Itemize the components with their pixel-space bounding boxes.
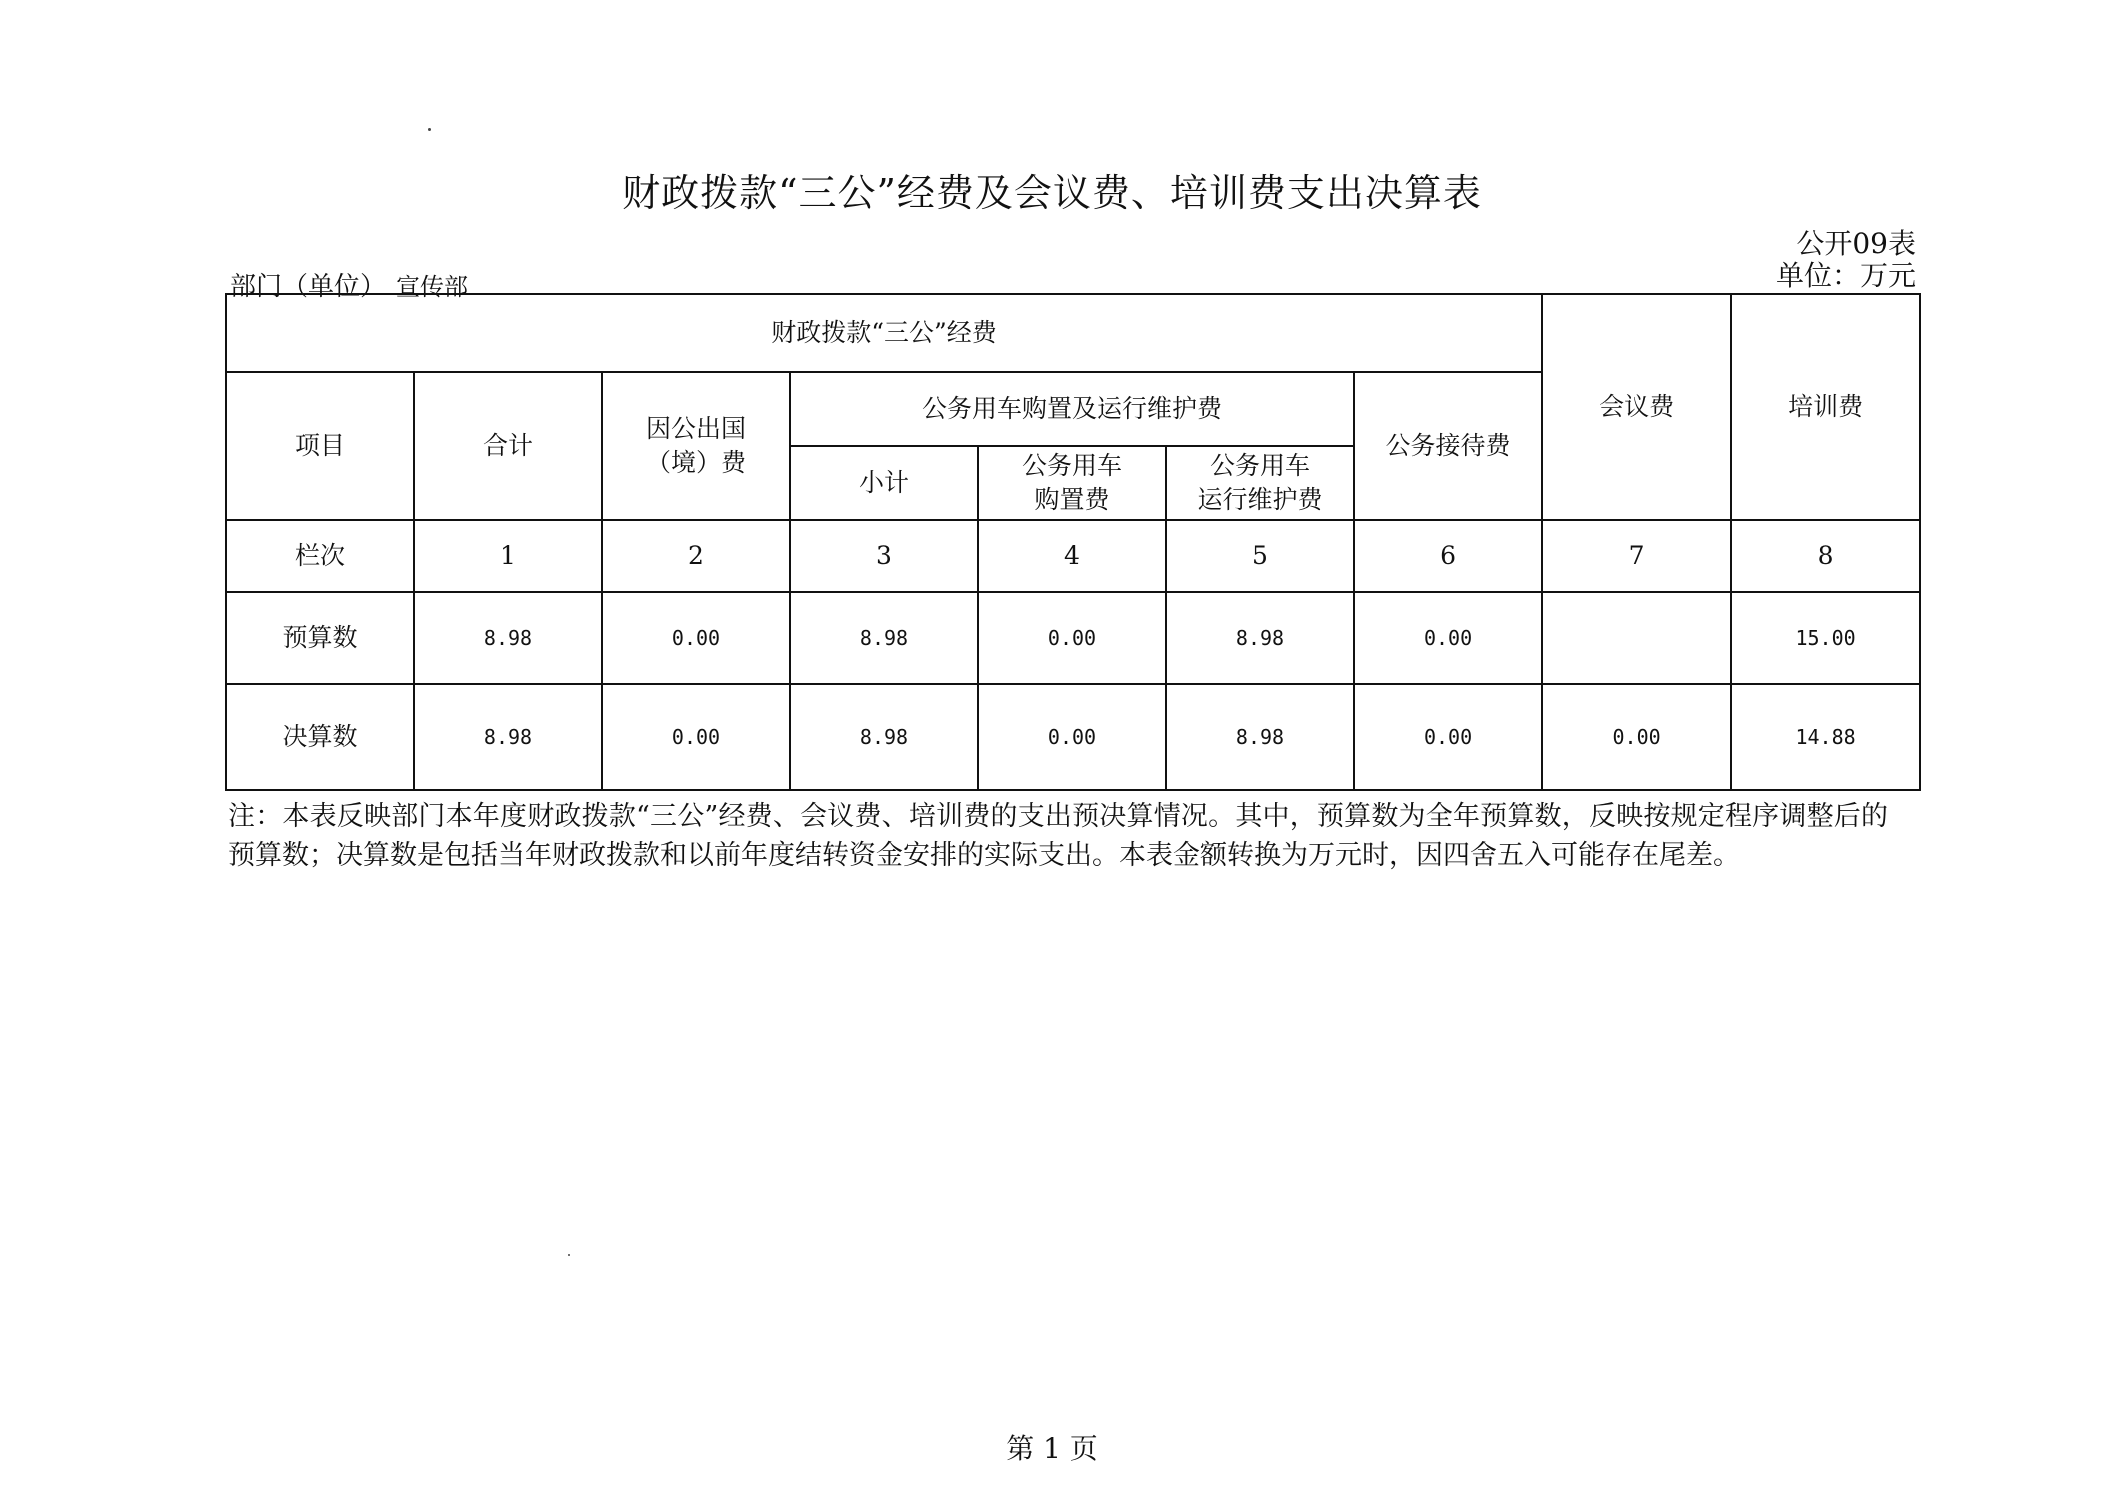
- vehicle-purchase-header-line1: 公务用车: [1021, 451, 1122, 481]
- vehicle-purchase-header: [978, 446, 1166, 520]
- budget-reception-value: 0.00: [1354, 592, 1542, 684]
- column-index-cell: 3: [790, 520, 978, 592]
- vehicle-operation-header: [1166, 446, 1354, 520]
- column-index-cell: 7: [1542, 520, 1731, 592]
- table-footnote: 注：本表反映部门本年度财政拨款“三公”经费、会议费、培训费的支出预决算情况。其中，预算数为全年预算数，反映按规定程序调整后的预算数；决算数是包括当年财政拨款和以前年度结转资金安排的实际支出。本表金额转换为万元时，因四舍五入可能存在尾差。: [228, 801, 1888, 871]
- column-index-cell: 6: [1354, 520, 1542, 592]
- training-header: 培训费: [1731, 294, 1920, 520]
- vehicle-purchase-header-line2: 购置费: [1034, 485, 1110, 514]
- total-header: 合计: [414, 372, 602, 520]
- vehicle-group-header: 公务用车购置及运行维护费: [790, 372, 1354, 446]
- vehicle-operation-header-line1: 公务用车: [1209, 451, 1310, 481]
- budget-vehicle-purchase-value: 0.00: [978, 592, 1166, 684]
- column-index-cell: 5: [1166, 520, 1354, 592]
- final-row-label: 决算数: [226, 684, 414, 790]
- budget-training-value: 15.00: [1731, 592, 1920, 684]
- final-vehicle-subtotal-value: 8.98: [790, 684, 978, 790]
- budget-vehicle-operation-value: 8.98: [1166, 592, 1354, 684]
- abroad-header: [602, 372, 790, 520]
- final-vehicle-operation-value: 8.98: [1166, 684, 1354, 790]
- department-value: 宣传部: [396, 273, 469, 301]
- column-index-cell: 1: [414, 520, 602, 592]
- budget-total-value: 8.98: [414, 592, 602, 684]
- final-total-value: 8.98: [414, 684, 602, 790]
- final-abroad-value: 0.00: [602, 684, 790, 790]
- department-label: 部门（单位）: [230, 272, 387, 302]
- final-reception-value: 0.00: [1354, 684, 1542, 790]
- budget-row: [226, 592, 1920, 684]
- abroad-header-line1: 因公出国: [645, 414, 746, 444]
- column-index-label: 栏次: [226, 520, 414, 592]
- meeting-header: 会议费: [1542, 294, 1731, 520]
- budget-row-label: 预算数: [226, 592, 414, 684]
- three-public-group-header: 财政拨款“三公”经费: [226, 294, 1542, 372]
- table-group-header-row: [226, 294, 1920, 372]
- column-index-cell: 2: [602, 520, 790, 592]
- page-number: 第 1 页: [1006, 1432, 1098, 1465]
- vehicle-operation-header-line2: 运行维护费: [1197, 485, 1323, 514]
- final-accounts-row: [226, 684, 1920, 790]
- scan-speck: [428, 128, 431, 131]
- page-title: 财政拨款“三公”经费及会议费、培训费支出决算表: [622, 171, 1482, 215]
- budget-meeting-value: [1542, 592, 1731, 684]
- abroad-header-line2: （境）费: [645, 448, 746, 477]
- unit-label: 单位：万元: [1775, 259, 1916, 292]
- budget-abroad-value: 0.00: [602, 592, 790, 684]
- expenditure-table: [225, 293, 1921, 791]
- final-meeting-value: 0.00: [1542, 684, 1731, 790]
- scan-speck: [568, 1254, 570, 1256]
- reception-header: 公务接待费: [1354, 372, 1542, 520]
- vehicle-subtotal-header: 小计: [790, 446, 978, 520]
- budget-vehicle-subtotal-value: 8.98: [790, 592, 978, 684]
- column-index-cell: 8: [1731, 520, 1920, 592]
- item-header: 项目: [226, 372, 414, 520]
- form-code: 公开09表: [1796, 227, 1916, 260]
- final-training-value: 14.88: [1731, 684, 1920, 790]
- column-index-row: [226, 520, 1920, 592]
- column-index-cell: 4: [978, 520, 1166, 592]
- final-vehicle-purchase-value: 0.00: [978, 684, 1166, 790]
